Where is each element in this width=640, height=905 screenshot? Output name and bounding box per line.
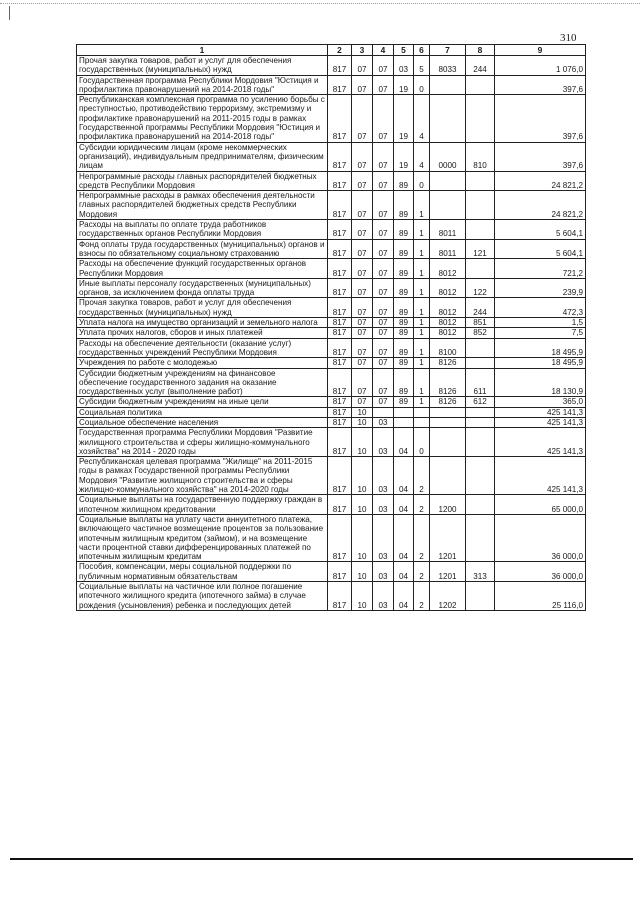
table-row [77,407,586,417]
code-cell: 817 [328,171,352,191]
code-cell: 8012 [430,328,466,338]
code-cell: 0 [414,75,430,95]
header-cell: 6 [414,45,430,56]
code-cell: 817 [328,191,352,220]
code-cell: 03 [373,562,394,582]
table-row [77,457,586,495]
code-cell: 07 [352,75,373,95]
amount-cell: 25 116,0 [495,582,586,611]
code-cell: 19 [394,75,414,95]
amount-cell: 65 000,0 [495,495,586,515]
row-name-cell: Фонд оплаты труда государственных (муниципальных) органов и взносы по обязательному социальному страхованию [77,239,328,259]
code-cell: 8012 [430,298,466,318]
row-name-cell: Государственная программа Республики Мордовия "Развитие жилищного строительства и сферы жилищно-коммунального хозяйства" на 2014 - 2020 годы [77,428,328,457]
code-cell: 07 [373,298,394,318]
code-cell: 07 [352,338,373,358]
code-cell [430,191,466,220]
code-cell: 89 [394,368,414,397]
code-cell: 03 [373,514,394,561]
row-name-cell: Субсидии юридическим лицам (кроме некоммерческих организаций), индивидуальным предпринимателям, физическим лицам [77,142,328,171]
code-cell: 8012 [430,259,466,279]
code-cell [466,457,495,495]
row-name-cell: Социальное обеспечение населения [77,417,328,427]
code-cell: 89 [394,191,414,220]
code-cell: 817 [328,582,352,611]
code-cell: 89 [394,220,414,240]
code-cell: 07 [373,142,394,171]
row-name-cell: Социальная политика [77,407,328,417]
code-cell: 1 [414,278,430,298]
table-row [77,562,586,582]
code-cell: 121 [466,239,495,259]
code-cell: 07 [352,56,373,76]
code-cell: 07 [373,259,394,279]
row-name-cell: Непрограммные расходы в рамках обеспечения деятельности главных распорядителей бюджетных средств Республики Мордовия [77,191,328,220]
code-cell: 817 [328,358,352,368]
table-row [77,171,586,191]
code-cell: 817 [328,417,352,427]
code-cell: 07 [352,191,373,220]
code-cell: 03 [394,56,414,76]
amount-cell: 365,0 [495,397,586,407]
amount-cell: 425 141,3 [495,428,586,457]
amount-cell: 472,3 [495,298,586,318]
table-row [77,239,586,259]
row-name-cell: Субсидии бюджетным учреждениям на иные цели [77,397,328,407]
row-name-cell: Государственная программа Республики Мордовия "Юстиция и профилактика правонарушений на 2014-2018 годы" [77,75,328,95]
code-cell: 07 [373,397,394,407]
row-name-cell: Социальные выплаты на уплату части аннуитетного платежа, включающего частичное возмещение процентов за пользование ипотечным жилищным кредитом (займом), и на возмещение части процентной ставки дифференцированных платежей по ипотечным жилищным кредитам [77,514,328,561]
row-name-cell: Социальные выплаты на государственную поддержку граждан в ипотечном жилищном кредитовании [77,495,328,515]
table-row [77,514,586,561]
code-cell: 1 [414,368,430,397]
code-cell: 07 [352,171,373,191]
code-cell: 817 [328,562,352,582]
code-cell: 07 [352,95,373,142]
table-row [77,318,586,328]
row-name-cell: Прочая закупка товаров, работ и услуг для обеспечения государственных (муниципальных) нужд [77,56,328,76]
code-cell [466,95,495,142]
header-cell: 5 [394,45,414,56]
table-row [77,358,586,368]
code-cell: 10 [352,514,373,561]
code-cell: 07 [352,298,373,318]
code-cell: 89 [394,298,414,318]
code-cell: 8100 [430,338,466,358]
header-cell: 1 [77,45,328,56]
code-cell [430,428,466,457]
code-cell: 07 [373,239,394,259]
code-cell: 10 [352,562,373,582]
code-cell: 10 [352,582,373,611]
code-cell: 817 [328,407,352,417]
code-cell: 244 [466,298,495,318]
code-cell: 817 [328,95,352,142]
code-cell: 07 [373,95,394,142]
code-cell: 244 [466,56,495,76]
table-row [77,368,586,397]
code-cell: 8126 [430,397,466,407]
code-cell: 1202 [430,582,466,611]
code-cell: 10 [352,407,373,417]
code-cell: 852 [466,328,495,338]
code-cell: 817 [328,328,352,338]
code-cell: 07 [352,278,373,298]
code-cell: 1 [414,220,430,240]
row-name-cell: Расходы на выплаты по оплате труда работников государственных органов Республики Мордовия [77,220,328,240]
code-cell: 07 [352,220,373,240]
code-cell: 8011 [430,220,466,240]
table-row [77,259,586,279]
row-name-cell: Учреждения по работе с молодежью [77,358,328,368]
code-cell: 07 [373,75,394,95]
code-cell: 10 [352,495,373,515]
code-cell: 03 [373,417,394,427]
amount-cell: 18 130,9 [495,368,586,397]
code-cell: 1 [414,298,430,318]
code-cell: 1 [414,318,430,328]
code-cell: 04 [394,495,414,515]
amount-cell: 397,6 [495,95,586,142]
amount-cell: 721,2 [495,259,586,279]
row-name-cell: Прочая закупка товаров, работ и услуг для обеспечения государственных (муниципальных) нужд [77,298,328,318]
table-row [77,582,586,611]
row-name-cell: Расходы на обеспечение функций государственных органов Республики Мордовия [77,259,328,279]
code-cell: 04 [394,514,414,561]
code-cell: 2 [414,562,430,582]
code-cell: 89 [394,318,414,328]
code-cell: 1 [414,328,430,338]
code-cell: 03 [373,582,394,611]
code-cell: 817 [328,428,352,457]
row-name-cell: Пособия, компенсации, меры социальной поддержки по публичным нормативным обязательствам [77,562,328,582]
code-cell [466,259,495,279]
table-row [77,95,586,142]
code-cell [394,407,414,417]
code-cell: 03 [373,495,394,515]
row-name-cell: Субсидии бюджетным учреждениям на финансовое обеспечение государственного задания на оказание государственных услуг (выполнение работ) [77,368,328,397]
code-cell: 89 [394,278,414,298]
code-cell [414,417,430,427]
row-name-cell: Непрограммные расходы главных распорядителей бюджетных средств Республики Мордовия [77,171,328,191]
amount-cell: 1,5 [495,318,586,328]
table-row [77,278,586,298]
table-row [77,328,586,338]
code-cell: 07 [373,220,394,240]
code-cell: 07 [352,239,373,259]
code-cell: 04 [394,582,414,611]
code-cell: 817 [328,239,352,259]
code-cell: 8012 [430,278,466,298]
header-cell: 4 [373,45,394,56]
row-name-cell: Иные выплаты персоналу государственных (муниципальных) органов, за исключением фонда оплаты труда [77,278,328,298]
code-cell: 1 [414,358,430,368]
code-cell: 611 [466,368,495,397]
code-cell: 817 [328,75,352,95]
code-cell [466,191,495,220]
row-name-cell: Социальные выплаты на частичное или полное погашение ипотечного жилищного кредита (ипотечного займа) в случае рождения (усыновления) ребенка и последующих детей [77,582,328,611]
code-cell [430,457,466,495]
code-cell: 10 [352,457,373,495]
code-cell [414,407,430,417]
amount-cell: 18 495,9 [495,358,586,368]
code-cell: 612 [466,397,495,407]
code-cell: 89 [394,171,414,191]
row-name-cell: Республиканская комплексная программа по усилению борьбы с преступностью, противодействию терроризму, экстремизму и профилактике правонарушений на 2011-2015 годы в рамках Государственной программы Республики Мордовия "Юстиция и профилактика правонарушений на 2014-2018 годы" [77,95,328,142]
code-cell: 07 [373,56,394,76]
code-cell: 07 [373,318,394,328]
amount-cell: 36 000,0 [495,514,586,561]
code-cell [430,171,466,191]
code-cell [466,338,495,358]
code-cell: 19 [394,142,414,171]
code-cell: 1 [414,239,430,259]
table-body [77,56,586,611]
code-cell [466,407,495,417]
code-cell: 817 [328,457,352,495]
code-cell: 8012 [430,318,466,328]
header-cell: 9 [495,45,586,56]
code-cell: 1200 [430,495,466,515]
code-cell: 817 [328,397,352,407]
code-cell: 89 [394,358,414,368]
row-name-cell: Республиканская целевая программа "Жилище" на 2011-2015 годы в рамках Государственной программы Республики Мордовия "Развитие жилищного строительства и сферы жилищно-коммунального хозяйства" на 2014-2020 годы [77,457,328,495]
code-cell: 89 [394,397,414,407]
code-cell: 817 [328,368,352,397]
code-cell [394,417,414,427]
header-cell: 7 [430,45,466,56]
row-name-cell: Расходы на обеспечение деятельности (оказание услуг) государственных учреждений Республики Мордовия [77,338,328,358]
code-cell: 817 [328,514,352,561]
code-cell: 07 [352,328,373,338]
code-cell: 2 [414,582,430,611]
code-cell: 07 [352,318,373,328]
code-cell: 1 [414,191,430,220]
header-cell: 8 [466,45,495,56]
amount-cell: 1 076,0 [495,56,586,76]
amount-cell: 24 821,2 [495,191,586,220]
code-cell [466,220,495,240]
code-cell [466,514,495,561]
code-cell: 8126 [430,368,466,397]
amount-cell: 397,6 [495,142,586,171]
budget-table [76,44,586,611]
amount-cell: 18 495,9 [495,338,586,358]
table-row [77,417,586,427]
code-cell: 1201 [430,562,466,582]
code-cell [430,417,466,427]
code-cell: 89 [394,239,414,259]
code-cell [466,582,495,611]
code-cell: 8011 [430,239,466,259]
code-cell: 19 [394,95,414,142]
top-scan-rule [0,3,640,4]
code-cell: 07 [373,278,394,298]
amount-cell: 425 141,3 [495,457,586,495]
amount-cell: 425 141,3 [495,407,586,417]
code-cell: 89 [394,328,414,338]
row-name-cell: Уплата налога на имущество организаций и земельного налога [77,318,328,328]
code-cell: 89 [394,338,414,358]
code-cell: 10 [352,428,373,457]
code-cell: 07 [373,358,394,368]
code-cell: 817 [328,298,352,318]
code-cell: 2 [414,514,430,561]
amount-cell: 425 141,3 [495,417,586,427]
code-cell: 851 [466,318,495,328]
code-cell: 07 [352,368,373,397]
code-cell: 1 [414,338,430,358]
code-cell [466,495,495,515]
code-cell: 10 [352,417,373,427]
code-cell: 0 [414,171,430,191]
code-cell: 817 [328,338,352,358]
table-row [77,397,586,407]
code-cell [373,407,394,417]
code-cell: 07 [352,142,373,171]
amount-cell: 24 821,2 [495,171,586,191]
header-cell: 2 [328,45,352,56]
code-cell: 07 [352,397,373,407]
code-cell [430,95,466,142]
table-row [77,75,586,95]
amount-cell: 36 000,0 [495,562,586,582]
code-cell [466,417,495,427]
code-cell: 1 [414,259,430,279]
code-cell [430,75,466,95]
page-number: 310 [560,32,577,44]
header-row [77,45,586,56]
code-cell: 817 [328,278,352,298]
code-cell: 817 [328,142,352,171]
code-cell: 4 [414,142,430,171]
code-cell: 313 [466,562,495,582]
code-cell: 0 [414,428,430,457]
code-cell: 07 [373,171,394,191]
code-cell: 03 [373,428,394,457]
code-cell: 810 [466,142,495,171]
code-cell [466,171,495,191]
code-cell [430,407,466,417]
code-cell: 2 [414,457,430,495]
code-cell: 122 [466,278,495,298]
code-cell: 817 [328,56,352,76]
code-cell: 0000 [430,142,466,171]
code-cell: 817 [328,220,352,240]
bottom-scan-rule [10,858,633,860]
code-cell: 8033 [430,56,466,76]
margin-mark [9,6,10,20]
row-name-cell: Уплата прочих налогов, сборов и иных платежей [77,328,328,338]
table-row [77,338,586,358]
code-cell [466,75,495,95]
code-cell: 817 [328,318,352,328]
code-cell: 817 [328,259,352,279]
code-cell: 07 [373,338,394,358]
code-cell: 07 [373,328,394,338]
code-cell: 07 [352,358,373,368]
table-row [77,428,586,457]
table-row [77,298,586,318]
code-cell: 89 [394,259,414,279]
table-row [77,142,586,171]
code-cell: 1 [414,397,430,407]
code-cell: 817 [328,495,352,515]
code-cell: 04 [394,562,414,582]
code-cell [466,358,495,368]
code-cell: 03 [373,457,394,495]
code-cell: 07 [373,191,394,220]
code-cell: 04 [394,457,414,495]
amount-cell: 5 604,1 [495,239,586,259]
code-cell: 4 [414,95,430,142]
amount-cell: 397,6 [495,75,586,95]
table-row [77,220,586,240]
table-row [77,495,586,515]
code-cell: 5 [414,56,430,76]
amount-cell: 5 604,1 [495,220,586,240]
code-cell: 04 [394,428,414,457]
amount-cell: 239,9 [495,278,586,298]
code-cell: 07 [373,368,394,397]
table-row [77,191,586,220]
table-row [77,56,586,76]
code-cell: 07 [352,259,373,279]
header-cell: 3 [352,45,373,56]
amount-cell: 7,5 [495,328,586,338]
code-cell [466,428,495,457]
code-cell: 2 [414,495,430,515]
code-cell: 8126 [430,358,466,368]
code-cell: 1201 [430,514,466,561]
